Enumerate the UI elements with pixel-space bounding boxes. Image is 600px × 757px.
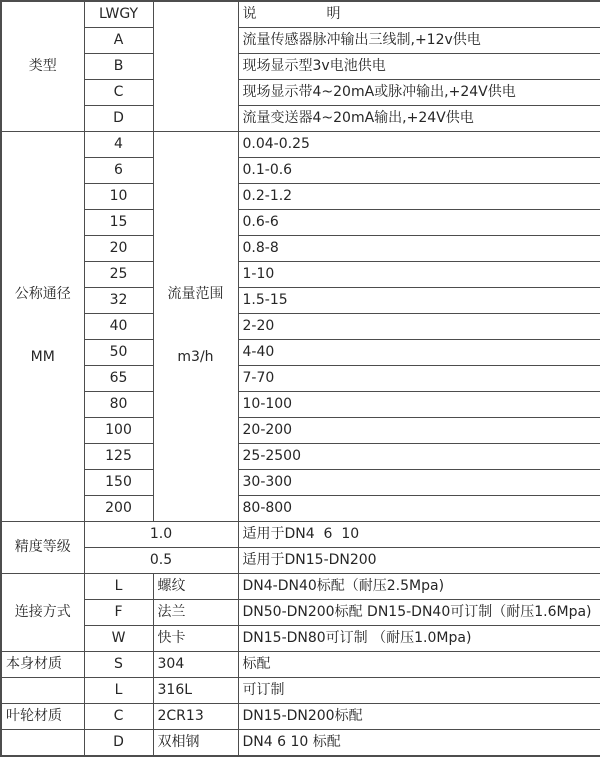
dn-cell: 100 xyxy=(84,418,153,444)
impeller-material-name-cell: 2CR13 xyxy=(153,704,238,730)
dn-cell: 25 xyxy=(84,262,153,288)
flow-range-cell: 0.6-6 xyxy=(238,210,600,236)
table-row xyxy=(1,262,600,288)
diameter-label-line2: MM xyxy=(30,348,55,365)
flow-range-cell: 20-200 xyxy=(238,418,600,444)
table-row xyxy=(1,132,600,158)
table-row xyxy=(1,444,600,470)
table-row xyxy=(1,600,600,626)
flow-range-cell: 2-20 xyxy=(238,314,600,340)
connection-desc-cell: DN15-DN80可订制 （耐压1.0Mpa) xyxy=(238,626,600,652)
diameter-section-label xyxy=(1,132,84,522)
type-code-cell: A xyxy=(84,28,153,54)
model-header-cell: LWGY xyxy=(84,1,153,28)
flow-range-cell: 0.2-1.2 xyxy=(238,184,600,210)
connection-desc-cell: DN50-DN200标配 DN15-DN40可订制（耐压1.6Mpa) xyxy=(238,600,600,626)
table-row xyxy=(1,366,600,392)
flow-range-cell: 7-70 xyxy=(238,366,600,392)
dn-cell: 80 xyxy=(84,392,153,418)
flow-range-cell: 0.8-8 xyxy=(238,236,600,262)
table-row xyxy=(1,28,600,54)
diameter-label-line1: 公称通径 xyxy=(14,286,71,303)
table-row xyxy=(1,574,600,600)
connection-name-cell: 法兰 xyxy=(153,600,238,626)
flow-range-label-line1: 流量范围 xyxy=(167,286,224,303)
body-material-section-label: 本身材质 xyxy=(1,652,84,678)
dn-cell: 6 xyxy=(84,158,153,184)
table-row xyxy=(1,106,600,132)
desc-header-cell: 说 明 xyxy=(238,1,600,28)
body-material-empty-label-cell xyxy=(1,678,84,704)
accuracy-desc-cell: 适用于DN15-DN200 xyxy=(238,548,600,574)
flow-range-label-line2: m3/h xyxy=(177,348,214,365)
type-desc-cell: 流量变送器4~20mA输出,+24V供电 xyxy=(238,106,600,132)
type-code-cell: C xyxy=(84,80,153,106)
type-code-cell: D xyxy=(84,106,153,132)
impeller-material-code-cell: D xyxy=(84,730,153,757)
table-row xyxy=(1,392,600,418)
table-row xyxy=(1,236,600,262)
accuracy-value-cell: 1.0 xyxy=(84,522,238,548)
type-middle-empty-cell xyxy=(153,1,238,132)
table-row xyxy=(1,210,600,236)
flow-range-header-cell xyxy=(153,132,238,522)
table-row xyxy=(1,184,600,210)
connection-code-cell: L xyxy=(84,574,153,600)
table-row xyxy=(1,288,600,314)
flow-range-cell: 0.1-0.6 xyxy=(238,158,600,184)
body-material-code-cell: S xyxy=(84,652,153,678)
impeller-material-desc-cell: DN15-DN200标配 xyxy=(238,704,600,730)
table-row xyxy=(1,548,600,574)
dn-cell: 15 xyxy=(84,210,153,236)
type-desc-cell: 现场显示型3v电池供电 xyxy=(238,54,600,80)
flow-range-cell: 1-10 xyxy=(238,262,600,288)
dn-cell: 150 xyxy=(84,470,153,496)
flow-range-cell: 10-100 xyxy=(238,392,600,418)
table-row xyxy=(1,522,600,548)
dn-cell: 4 xyxy=(84,132,153,158)
flow-range-cell: 25-2500 xyxy=(238,444,600,470)
type-desc-cell: 现场显示带4~20mA或脉冲输出,+24V供电 xyxy=(238,80,600,106)
dn-cell: 125 xyxy=(84,444,153,470)
body-material-name-cell: 304 xyxy=(153,652,238,678)
type-desc-cell: 流量传感器脉冲输出三线制,+12v供电 xyxy=(238,28,600,54)
dn-cell: 32 xyxy=(84,288,153,314)
dn-cell: 65 xyxy=(84,366,153,392)
accuracy-desc-cell: 适用于DN4 6 10 xyxy=(238,522,600,548)
connection-code-cell: F xyxy=(84,600,153,626)
type-code-cell: B xyxy=(84,54,153,80)
accuracy-section-label: 精度等级 xyxy=(1,522,84,574)
table-row xyxy=(1,652,600,678)
body-material-name-cell: 316L xyxy=(153,678,238,704)
dn-cell: 200 xyxy=(84,496,153,522)
impeller-material-name-cell: 双相钢 xyxy=(153,730,238,757)
table-row xyxy=(1,626,600,652)
flow-range-cell: 80-800 xyxy=(238,496,600,522)
impeller-material-desc-cell: DN4 6 10 标配 xyxy=(238,730,600,757)
accuracy-value-cell: 0.5 xyxy=(84,548,238,574)
flow-range-cell: 1.5-15 xyxy=(238,288,600,314)
connection-code-cell: W xyxy=(84,626,153,652)
flow-range-cell: 30-300 xyxy=(238,470,600,496)
table-row xyxy=(1,314,600,340)
dn-cell: 50 xyxy=(84,340,153,366)
connection-name-cell: 快卡 xyxy=(153,626,238,652)
connection-section-label: 连接方式 xyxy=(1,574,84,652)
flow-range-cell: 4-40 xyxy=(238,340,600,366)
flow-range-cell: 0.04-0.25 xyxy=(238,132,600,158)
table-row xyxy=(1,418,600,444)
dn-cell: 10 xyxy=(84,184,153,210)
table-row xyxy=(1,496,600,522)
table-row xyxy=(1,158,600,184)
body-material-code-cell: L xyxy=(84,678,153,704)
table-row xyxy=(1,340,600,366)
table-row xyxy=(1,54,600,80)
connection-name-cell: 螺纹 xyxy=(153,574,238,600)
connection-desc-cell: DN4-DN40标配（耐压2.5Mpa) xyxy=(238,574,600,600)
body-material-desc-cell: 可订制 xyxy=(238,678,600,704)
body-material-desc-cell: 标配 xyxy=(238,652,600,678)
impeller-material-code-cell: C xyxy=(84,704,153,730)
table-row xyxy=(1,1,600,28)
dn-cell: 40 xyxy=(84,314,153,340)
table-row xyxy=(1,678,600,704)
dn-cell: 20 xyxy=(84,236,153,262)
table-row xyxy=(1,470,600,496)
impeller-material-section-label: 叶轮材质 xyxy=(1,704,84,730)
table-row xyxy=(1,704,600,730)
table-row xyxy=(1,80,600,106)
type-section-label: 类型 xyxy=(1,1,84,132)
